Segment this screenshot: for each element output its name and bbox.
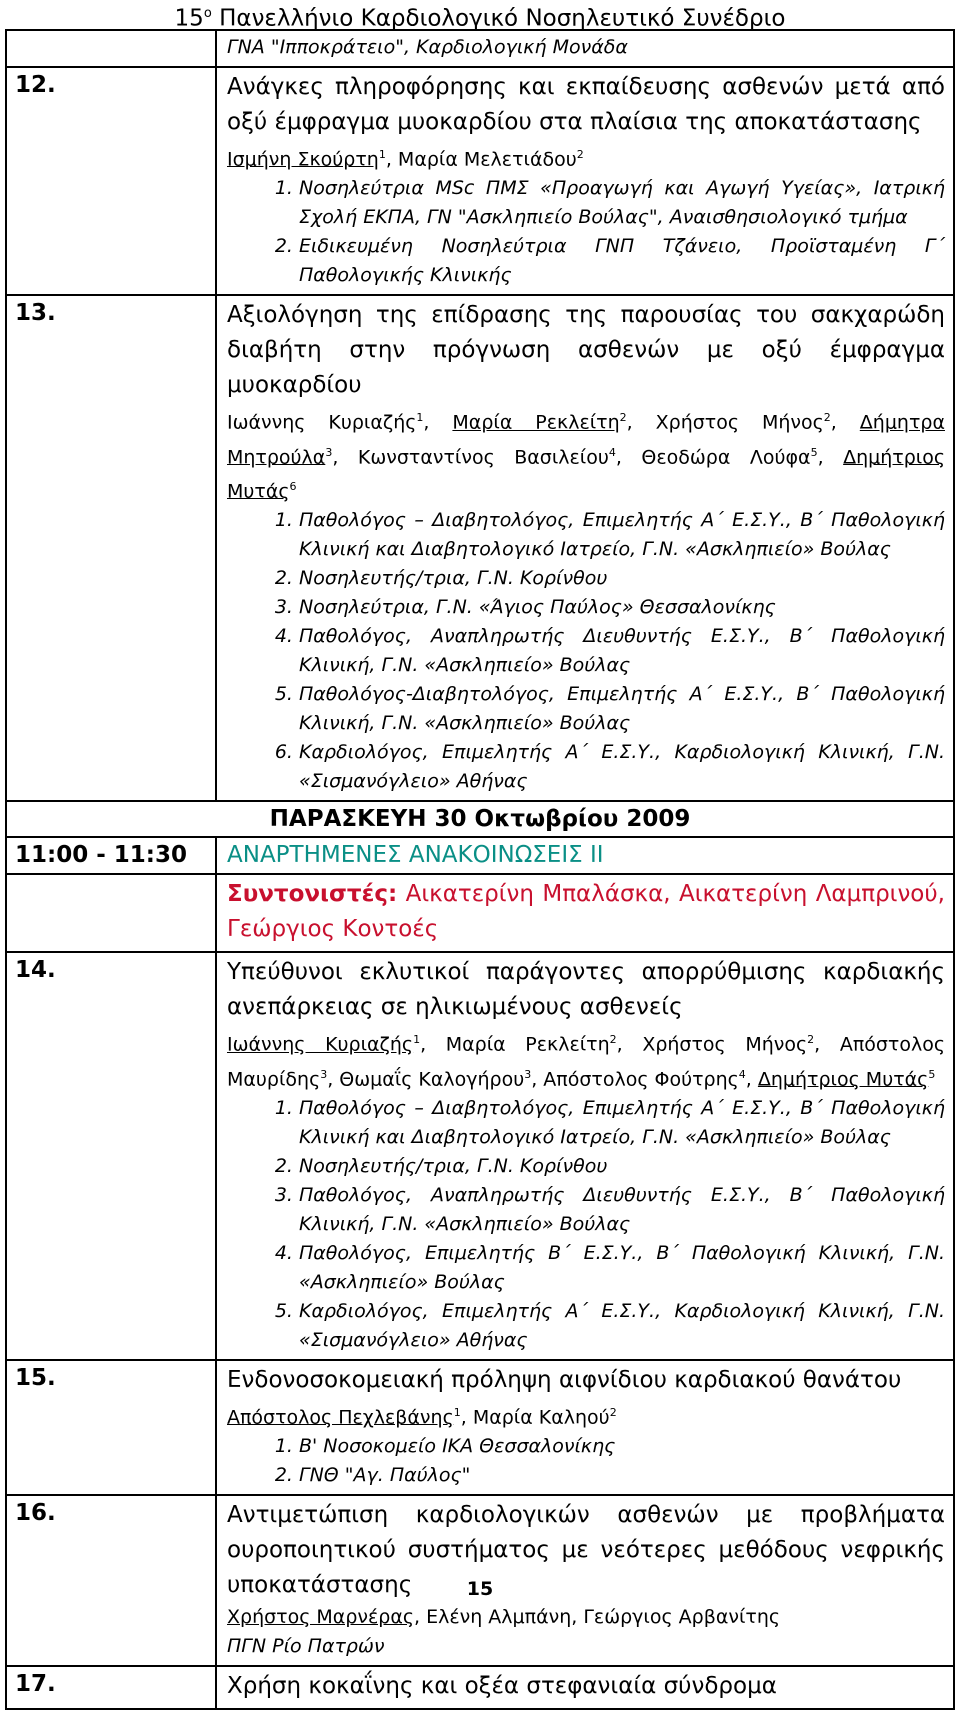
table-row — [6, 874, 954, 952]
author: , Ελένη Αλμπάνη, Γεώργιος Αρβανίτης — [414, 1606, 781, 1629]
affiliation-list — [227, 1094, 945, 1355]
affiliation-list — [227, 506, 945, 796]
institution-line: ΠΓΝ Ρίο Πατρών — [227, 1635, 385, 1658]
programme-table — [5, 29, 955, 1710]
affiliation-mark: 1 — [378, 148, 386, 161]
author-list — [227, 1025, 945, 1094]
session-title: ΑΝΑΡΤΗΜΕΝΕΣ ΑΝΑΚΟΙΝΩΣΕΙΣ ΙΙ — [216, 837, 954, 874]
author: , Χρήστος Μήνος — [626, 411, 824, 434]
affiliation-item: 3. Παθολόγος, Αναπληρωτής Διευθυντής Ε.Σ.Υ., Β΄ Παθολογική Κλινική, Γ.Ν. «Ασκληπιείο» Βούλας — [299, 1181, 945, 1239]
affiliation-mark: 2 — [609, 1033, 617, 1047]
author: , Μαρία Καληού — [460, 1406, 610, 1429]
author: , Απόστολος Φούτρης — [531, 1067, 739, 1090]
separator: , — [423, 411, 453, 434]
entry-body-cell — [216, 874, 954, 952]
page-number: 15 — [466, 1578, 494, 1600]
presenting-author: Ισμήνη Σκούρτη — [227, 148, 379, 171]
author: , Κωνσταντίνος Βασιλείου — [332, 445, 609, 468]
entry-body — [216, 952, 954, 1360]
entry-number-cell — [6, 874, 216, 952]
affiliation-item: 4. Παθολόγος, Αναπληρωτής Διευθυντής Ε.Σ.Υ., Β΄ Παθολογική Κλινική, Γ.Ν. «Ασκληπιείο» Βούλας — [299, 622, 945, 680]
affiliation-mark: 5 — [810, 445, 818, 459]
entry-number: 13. — [6, 295, 216, 801]
affiliation-mark: 1 — [416, 411, 424, 425]
abstract-title: Ενδονοσοκομειακή πρόληψη αιφνίδιου καρδιακού θανάτου — [227, 1366, 902, 1393]
affiliation-item: 2. ΓΝΘ "Αγ. Παύλος" — [299, 1461, 945, 1490]
affiliation-mark: 3 — [320, 1067, 328, 1081]
affiliation-mark: 2 — [823, 411, 831, 425]
table-row — [6, 1666, 954, 1709]
author: , Θεοδώρα Λούφα — [615, 445, 811, 468]
author: , Θωμαΐς Καλογήρου — [327, 1067, 525, 1090]
institution-line: ΓΝΑ "Ιπποκράτειο", Καρδιολογική Μονάδα — [227, 36, 628, 58]
affiliation-mark: 1 — [453, 1405, 461, 1419]
affiliation-item: 2. Ειδικευμένη Νοσηλεύτρια ΓΝΠ Τζάνειο, Προϊσταμένη Γ΄ Παθολογικής Κλινικής — [299, 232, 945, 290]
affiliation-item: 1. Νοσηλεύτρια MSc ΠΜΣ «Προαγωγή και Αγωγή Υγείας», Ιατρική Σχολή ΕΚΠΑ, ΓΝ "Ασκληπιείο Βούλας", Αναισθησιολογικό τμήμα — [299, 174, 945, 232]
entry-body-cell — [216, 30, 954, 67]
coordinators-names: Αικατερίνη Μπαλάσκα, Αικατερίνη Λαμπρινού, Γεώργιος Κοντοές — [227, 881, 945, 943]
author: , Μαρία Μελετιάδου — [385, 148, 577, 171]
author: Δήμητρα Μητρούλα — [227, 411, 945, 468]
abstract-title: Υπεύθυνοι εκλυτικοί παράγοντες απορρύθμισης καρδιακής ανεπάρκειας σε ηλικιωμένους ασθενείς — [227, 959, 945, 1021]
author-list — [227, 1398, 945, 1432]
affiliation-mark: 2 — [807, 1033, 815, 1047]
entry-number: 15. — [6, 1360, 216, 1495]
entry-number: 16. — [6, 1495, 216, 1666]
author: , Μαρία Ρεκλείτη — [420, 1033, 610, 1056]
entry-number: 14. — [6, 952, 216, 1360]
affiliation-item: 6. Καρδιολόγος, Επιμελητής Α΄ Ε.Σ.Υ., Καρδιολογική Κλινική, Γ.Ν. «Σισμανόγλειο» Αθήνας — [299, 738, 945, 796]
author: , Απόστολος Μαυρίδης — [227, 1033, 946, 1090]
abstract-title: Χρήση κοκαΐνης και οξέα στεφανιαία σύνδρομα — [227, 1673, 777, 1700]
session-time: 11:00 - 11:30 — [6, 837, 216, 874]
affiliation-item: 1. Β' Νοσοκομείο ΙΚΑ Θεσσαλονίκης — [299, 1432, 945, 1461]
abstract-title: Αντιμετώπιση καρδιολογικών ασθενών με προβλήματα ουροποιητικού συστήματος με νεότερες μεθόδους νεφρικής υποκατάστασης — [227, 1502, 945, 1599]
presenting-author: Μαρία Ρεκλείτη — [452, 411, 620, 434]
affiliation-item: 2. Νοσηλευτής/τρια, Γ.Ν. Κορίνθου — [299, 564, 945, 593]
presenting-author: Απόστολος Πεχλεβάνης — [227, 1406, 454, 1429]
edition-number: 15 — [174, 5, 204, 32]
day-heading: ΠΑΡΑΣΚΕΥΗ 30 Οκτωβρίου 2009 — [6, 801, 954, 837]
table-row — [6, 295, 954, 801]
separator: , — [830, 411, 860, 434]
page-header — [0, 0, 960, 33]
affiliation-mark: 2 — [576, 148, 584, 161]
entry-number: 17. — [6, 1666, 216, 1709]
edition-superscript: ο — [203, 6, 212, 21]
affiliation-item: 3. Νοσηλεύτρια, Γ.Ν. «Άγιος Παύλος» Θεσσαλονίκης — [299, 593, 945, 622]
affiliation-item: 1. Παθολόγος – Διαβητολόγος, Επιμελητής Α΄ Ε.Σ.Υ., Β΄ Παθολογική Κλινική και Διαβητολογικό Ιατρείο, Γ.Ν. «Ασκληπιείο» Βούλας — [299, 1094, 945, 1152]
affiliation-mark: 5 — [928, 1067, 936, 1081]
affiliation-mark: 4 — [608, 445, 616, 459]
author: , Χρήστος Μήνος — [616, 1033, 808, 1056]
coordinators-line — [227, 877, 945, 947]
affiliation-item: 2. Νοσηλευτής/τρια, Γ.Ν. Κορίνθου — [299, 1152, 945, 1181]
separator: , — [817, 445, 844, 468]
entry-body — [216, 1360, 954, 1495]
affiliation-item: 5. Καρδιολόγος, Επιμελητής Α΄ Ε.Σ.Υ., Καρδιολογική Κλινική, Γ.Ν. «Σισμανόγλειο» Αθήνας — [299, 1297, 945, 1355]
author: Δημήτριος Μυτάς — [757, 1067, 929, 1090]
table-row — [6, 801, 954, 837]
author: Ιωάννης Κυριαζής — [227, 411, 417, 434]
conference-title: Πανελλήνιο Καρδιολογικό Νοσηλευτικό Συνέδριο — [211, 5, 786, 32]
table-row — [6, 1360, 954, 1495]
table-row — [6, 952, 954, 1360]
affiliation-mark: 2 — [619, 411, 627, 425]
affiliation-mark: 4 — [738, 1067, 746, 1081]
affiliation-item: 4. Παθολόγος, Επιμελητής Β΄ Ε.Σ.Υ., Β΄ Παθολογική Κλινική, Γ.Ν. «Ασκληπιείο» Βούλας — [299, 1239, 945, 1297]
affiliation-mark: 3 — [524, 1067, 532, 1081]
entry-number: 12. — [6, 67, 216, 295]
presenting-author: Ιωάννης Κυριαζής — [227, 1033, 414, 1056]
presenting-author: Χρήστος Μαρνέρας — [227, 1606, 415, 1629]
entry-body — [216, 295, 954, 801]
affiliation-list — [227, 174, 945, 290]
affiliation-item: 5. Παθολόγος-Διαβητολόγος, Επιμελητής Α΄ Ε.Σ.Υ., Β΄ Παθολογική Κλινική, Γ.Ν. «Ασκληπιείο» Βούλας — [299, 680, 945, 738]
author-list — [227, 403, 945, 506]
affiliation-list — [227, 1432, 945, 1490]
entry-body — [216, 1666, 954, 1709]
separator: , — [745, 1067, 758, 1090]
affiliation-mark: 3 — [325, 445, 333, 459]
abstract-title: Αξιολόγηση της επίδρασης της παρουσίας του σακχαρώδη διαβήτη στην πρόγνωση ασθενών με οξύ έμφραγμα μυοκαρδίου — [227, 302, 945, 399]
entry-number-cell — [6, 30, 216, 67]
entry-body — [216, 67, 954, 295]
coordinators-label: Συντονιστές: — [227, 881, 398, 908]
affiliation-mark: 2 — [609, 1405, 617, 1419]
abstract-title: Ανάγκες πληροφόρησης και εκπαίδευσης ασθενών μετά από οξύ έμφραγμα μυοκαρδίου στα πλαίσια της αποκατάστασης — [227, 74, 945, 135]
affiliation-mark: 6 — [289, 479, 297, 493]
table-row — [6, 67, 954, 295]
affiliation-item: 1. Παθολόγος – Διαβητολόγος, Επιμελητής Α΄ Ε.Σ.Υ., Β΄ Παθολογική Κλινική και Διαβητολογικό Ιατρείο, Γ.Ν. «Ασκληπιείο» Βούλας — [299, 506, 945, 564]
table-row — [6, 30, 954, 67]
author-list — [227, 1603, 945, 1632]
affiliation-mark: 1 — [413, 1033, 421, 1047]
author: Δημήτριος Μυτάς — [227, 445, 945, 503]
table-row — [6, 837, 954, 874]
author-list — [227, 140, 945, 174]
